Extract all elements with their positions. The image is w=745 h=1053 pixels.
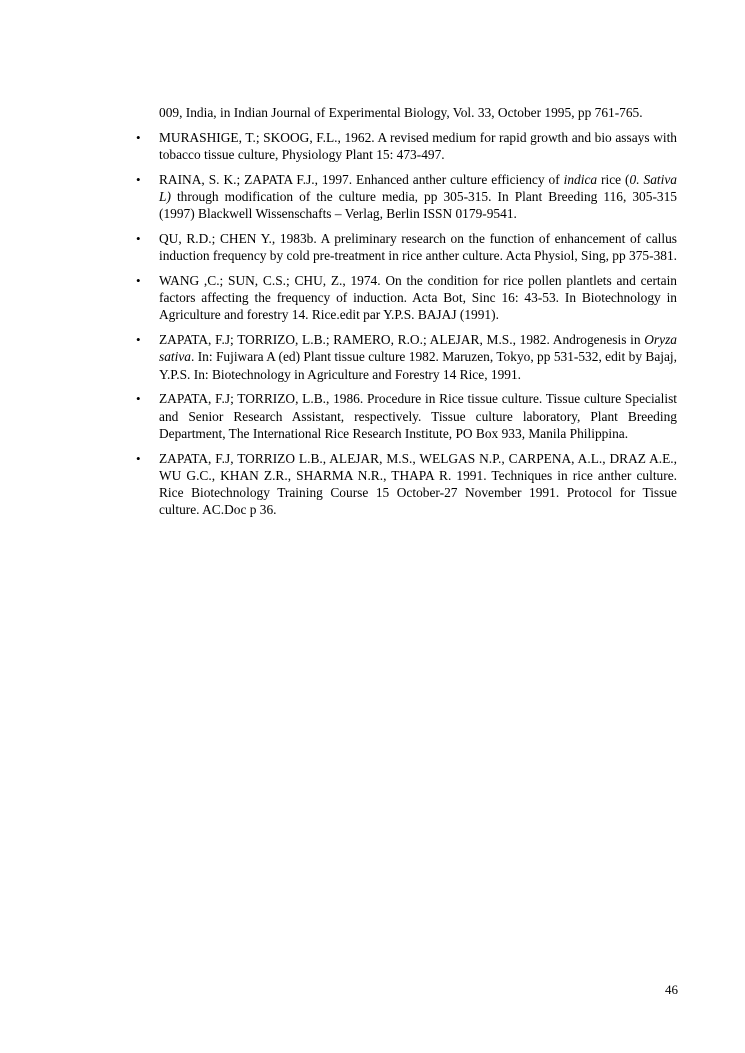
reference-text: ZAPATA, F.J; TORRIZO, L.B.; RAMERO, R.O.; ALEJAR, M.S., 1982. Androgenesis in — [159, 332, 645, 348]
reference-text: through modification of the culture media, pp 305-315. In Plant Breeding 116, 305-315 (1997) Blackwell Wissenschafts – Verlag, Berlin ISSN 0179-9541. — [159, 189, 677, 222]
reference-text: ZAPATA, F.J, TORRIZO L.B., ALEJAR, M.S., WELGAS N.P., CARPENA, A.L., DRAZ A.E., WU G.C., KHAN Z.R., SHARMA N.R., THAPA R. 1991. Techniques in rice anther culture. Rice Biotechnology Training Course 15 October-27 November 1991. Protocol for Tissue culture. AC.Doc p 36. — [159, 450, 677, 518]
bullet-icon: • — [136, 171, 141, 187]
reference-list — [136, 104, 678, 526]
reference-text: rice ( — [597, 171, 630, 187]
reference-entry — [136, 230, 678, 264]
bullet-icon: • — [136, 450, 141, 466]
bullet-icon: • — [136, 129, 141, 145]
reference-entry — [136, 390, 677, 442]
reference-text: . In: Fujiwara A (ed) Plant tissue culture 1982. Maruzen, Tokyo, pp 531-532, edit by Bajaj, Y.P.S. In: Biotechnology in Agriculture and Forestry 14 Rice, 1991. — [159, 349, 677, 382]
reference-entry — [136, 331, 677, 383]
bullet-icon: • — [136, 273, 141, 288]
reference-text: ZAPATA, F.J; TORRIZO, L.B., 1986. Procedure in Rice tissue culture. Tissue culture Specialist and Senior Research Assistant, respectively. Tissue culture laboratory, Plant Breeding Department, The International Rice Research Institute, PO Box 933, Manila Philippina. — [159, 391, 677, 441]
reference-italic-text: indica — [563, 171, 598, 187]
reference-text: 009, India, in Indian Journal of Experimental Biology, Vol. 33, October 1995, pp 761-765. — [159, 105, 643, 120]
reference-entry — [136, 129, 677, 163]
reference-entry — [136, 171, 677, 223]
reference-italic-text: 0. Sativa L) — [159, 171, 677, 204]
reference-italic-text: Oryza sativa — [159, 332, 677, 365]
reference-continuation — [159, 104, 677, 121]
reference-text: QU, R.D.; CHEN Y., 1983b. A preliminary research on the function of enhancement of callus induction frequency by cold pre-treatment in rice anther culture. Acta Physiol, Sing, pp 375-381. — [159, 231, 678, 264]
bullet-icon: • — [136, 231, 141, 246]
page-number: 46 — [665, 982, 678, 997]
reference-text: MURASHIGE, T.; SKOOG, F.L., 1962. A revised medium for rapid growth and bio assays with tobacco tissue culture, Physiology Plant 15: 473-497. — [159, 129, 677, 162]
reference-text: RAINA, S. K.; ZAPATA F.J., 1997. Enhanced anther culture efficiency of — [159, 171, 564, 187]
reference-text: WANG ,C.; SUN, C.S.; CHU, Z., 1974. On the condition for rice pollen plantlets and certain factors affecting the frequency of induction. Acta Bot, Sinc 16: 43-53. In Biotechnology in Agriculture and forestry 14. Rice.edit par Y.P.S. BAJAJ (1991). — [159, 273, 677, 323]
bullet-icon: • — [136, 391, 141, 407]
bullet-icon: • — [136, 332, 141, 348]
reference-entry — [136, 272, 677, 324]
reference-entry — [136, 450, 677, 519]
